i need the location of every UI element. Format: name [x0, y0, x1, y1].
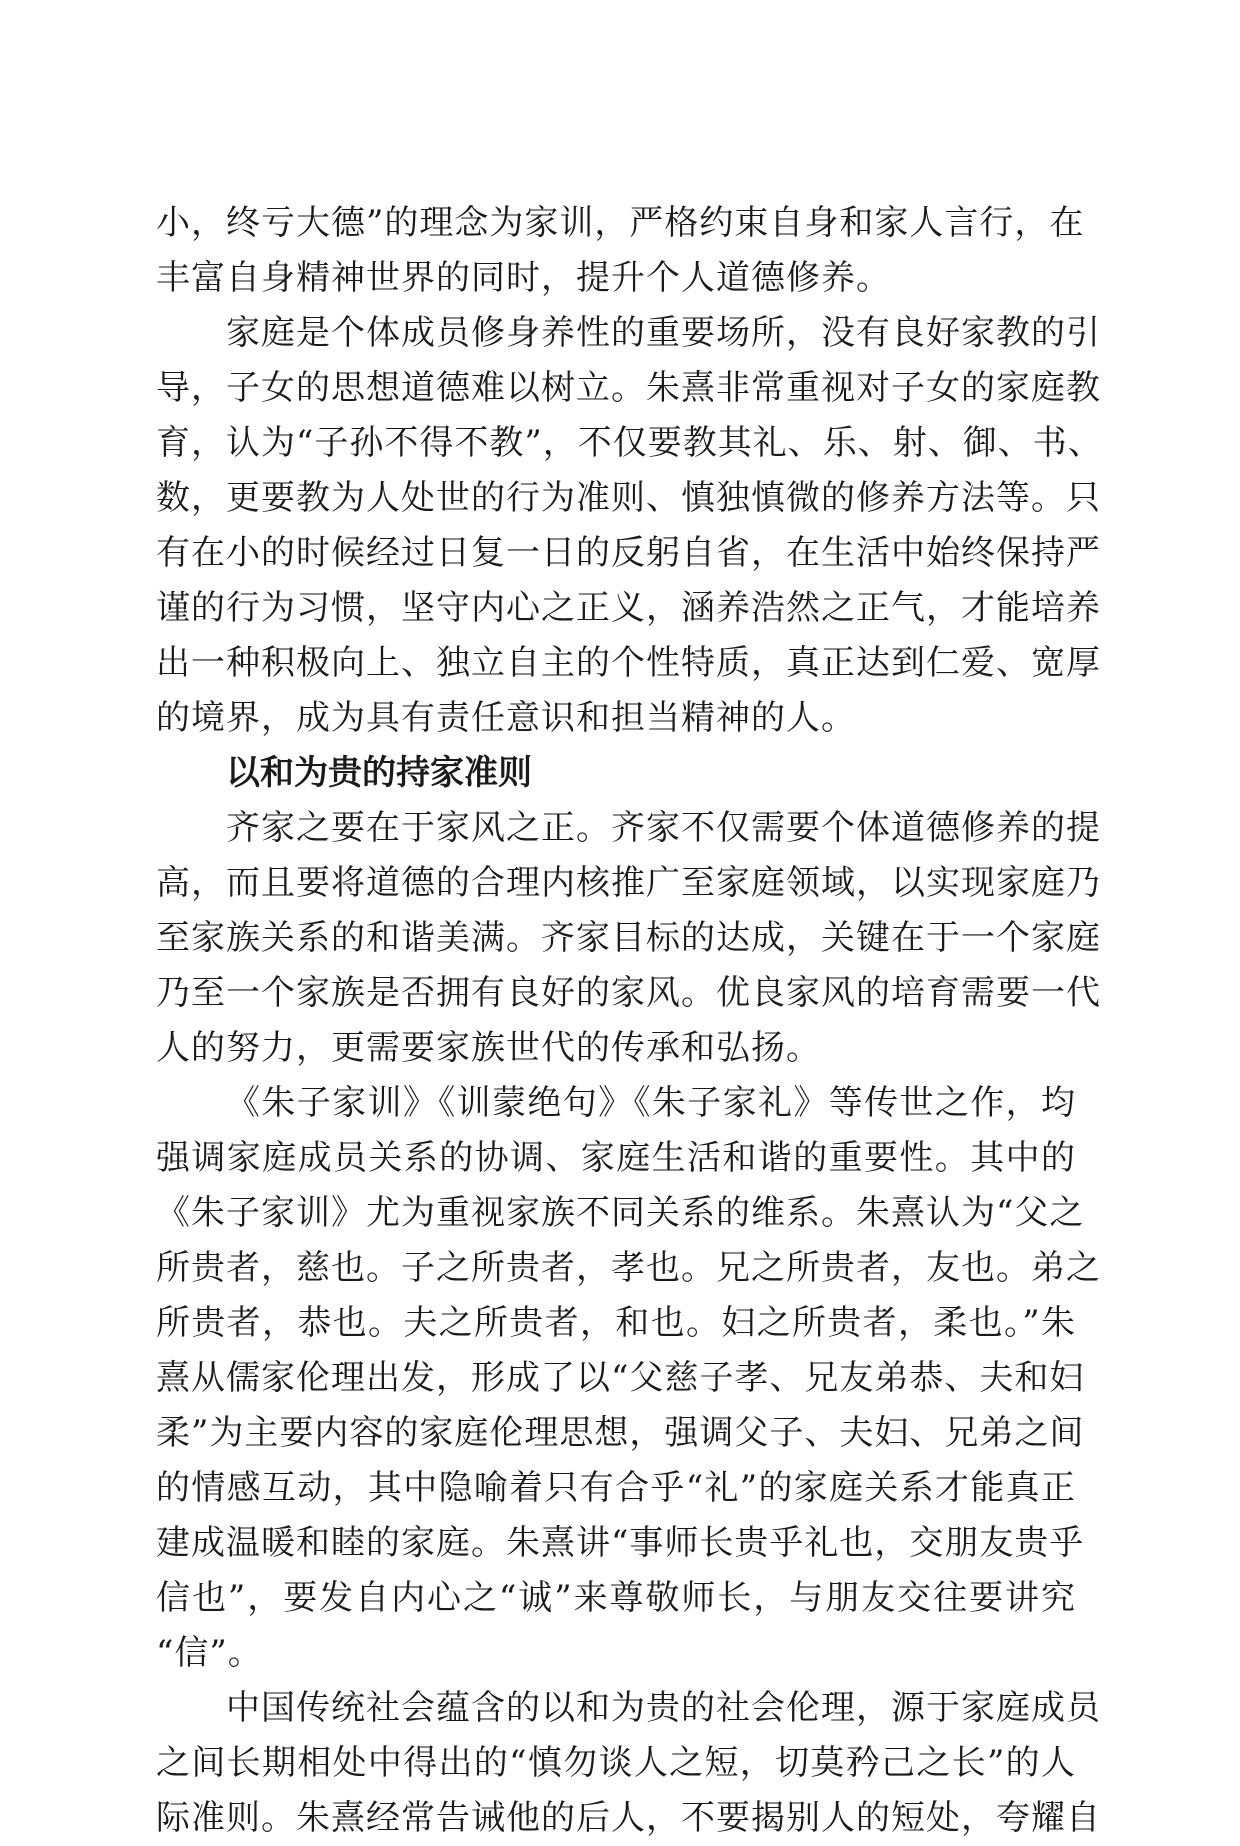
text-line: 际准则。朱熹经常告诫他的后人，不要揭别人的短处，夸耀自 — [156, 1798, 1101, 1838]
text-line: 谨的行为习惯，坚守内心之正义，涵养浩然之正气，才能培养 — [156, 588, 1101, 628]
text-line: 所贵者，慈也。子之所贵者，孝也。兄之所贵者，友也。弟之 — [156, 1248, 1101, 1288]
text-line: 数，更要教为人处世的行为准则、慎独慎微的修养方法等。只 — [156, 478, 1101, 518]
text-line: 至家族关系的和谐美满。齐家目标的达成，关键在于一个家庭 — [156, 918, 1101, 958]
text-line: 的情感互动，其中隐喻着只有合乎“礼”的家庭关系才能真正 — [156, 1468, 1076, 1508]
text-line: 所贵者，恭也。夫之所贵者，和也。妇之所贵者，柔也。”朱 — [156, 1303, 1076, 1343]
text-line: 人的努力，更需要家族世代的传承和弘扬。 — [156, 1028, 821, 1068]
text-line: 强调家庭成员关系的协调、家庭生活和谐的重要性。其中的 — [156, 1138, 1076, 1178]
text-line: 之间长期相处中得出的“慎勿谈人之短，切莫矜己之长”的人 — [156, 1743, 1076, 1783]
paragraph-1 — [156, 196, 1085, 306]
paragraph-5 — [156, 1681, 1101, 1846]
paragraph-2 — [156, 306, 1103, 746]
text-line: 育，认为“子孙不得不教”，不仅要教其礼、乐、射、御、书、 — [156, 423, 1103, 463]
text-line: 建成温暖和睦的家庭。朱熹讲“事师长贵乎礼也，交朋友贵乎 — [156, 1523, 1085, 1563]
text-line: 的境界，成为具有责任意识和担当精神的人。 — [156, 698, 856, 738]
text-line: 丰富自身精神世界的同时，提升个人道德修养。 — [156, 258, 891, 298]
text-line: 乃至一个家族是否拥有良好的家风。优良家风的培育需要一代 — [156, 973, 1101, 1013]
text-line: “信”。 — [156, 1633, 263, 1673]
text-line: 有在小的时候经过日复一日的反躬自省，在生活中始终保持严 — [156, 533, 1101, 573]
text-line: 《朱子家训》《训蒙绝句》《朱子家礼》等传世之作，均 — [226, 1083, 1076, 1123]
section-heading: 以和为贵的持家准则 — [226, 753, 532, 793]
text-line: 《朱子家训》尤为重视家族不同关系的维系。朱熹认为“父之 — [156, 1193, 1085, 1233]
document-body — [156, 196, 1103, 1846]
text-line: 齐家之要在于家风之正。齐家不仅需要个体道德修养的提 — [226, 808, 1101, 848]
paragraph-4 — [156, 1076, 1101, 1681]
text-line: 熹从儒家伦理出发，形成了以“父慈子孝、兄友弟恭、夫和妇 — [156, 1358, 1085, 1398]
text-line: 柔”为主要内容的家庭伦理思想，强调父子、夫妇、兄弟之间 — [156, 1413, 1085, 1453]
text-line: 高，而且要将道德的合理内核推广至家庭领域，以实现家庭乃 — [156, 863, 1101, 903]
paragraph-3 — [156, 801, 1101, 1076]
text-line: 中国传统社会蕴含的以和为贵的社会伦理，源于家庭成员 — [226, 1688, 1101, 1728]
text-line: 出一种积极向上、独立自主的个性特质，真正达到仁爱、宽厚 — [156, 643, 1101, 683]
text-line: 小，终亏大德”的理念为家训，严格约束自身和家人言行，在 — [156, 203, 1085, 243]
text-line: 信也”，要发自内心之“诚”来尊敬师长，与朋友交往要讲究 — [156, 1578, 1076, 1618]
text-line: 家庭是个体成员修身养性的重要场所，没有良好家教的引 — [226, 313, 1101, 353]
text-line: 导，子女的思想道德难以树立。朱熹非常重视对子女的家庭教 — [156, 368, 1101, 408]
